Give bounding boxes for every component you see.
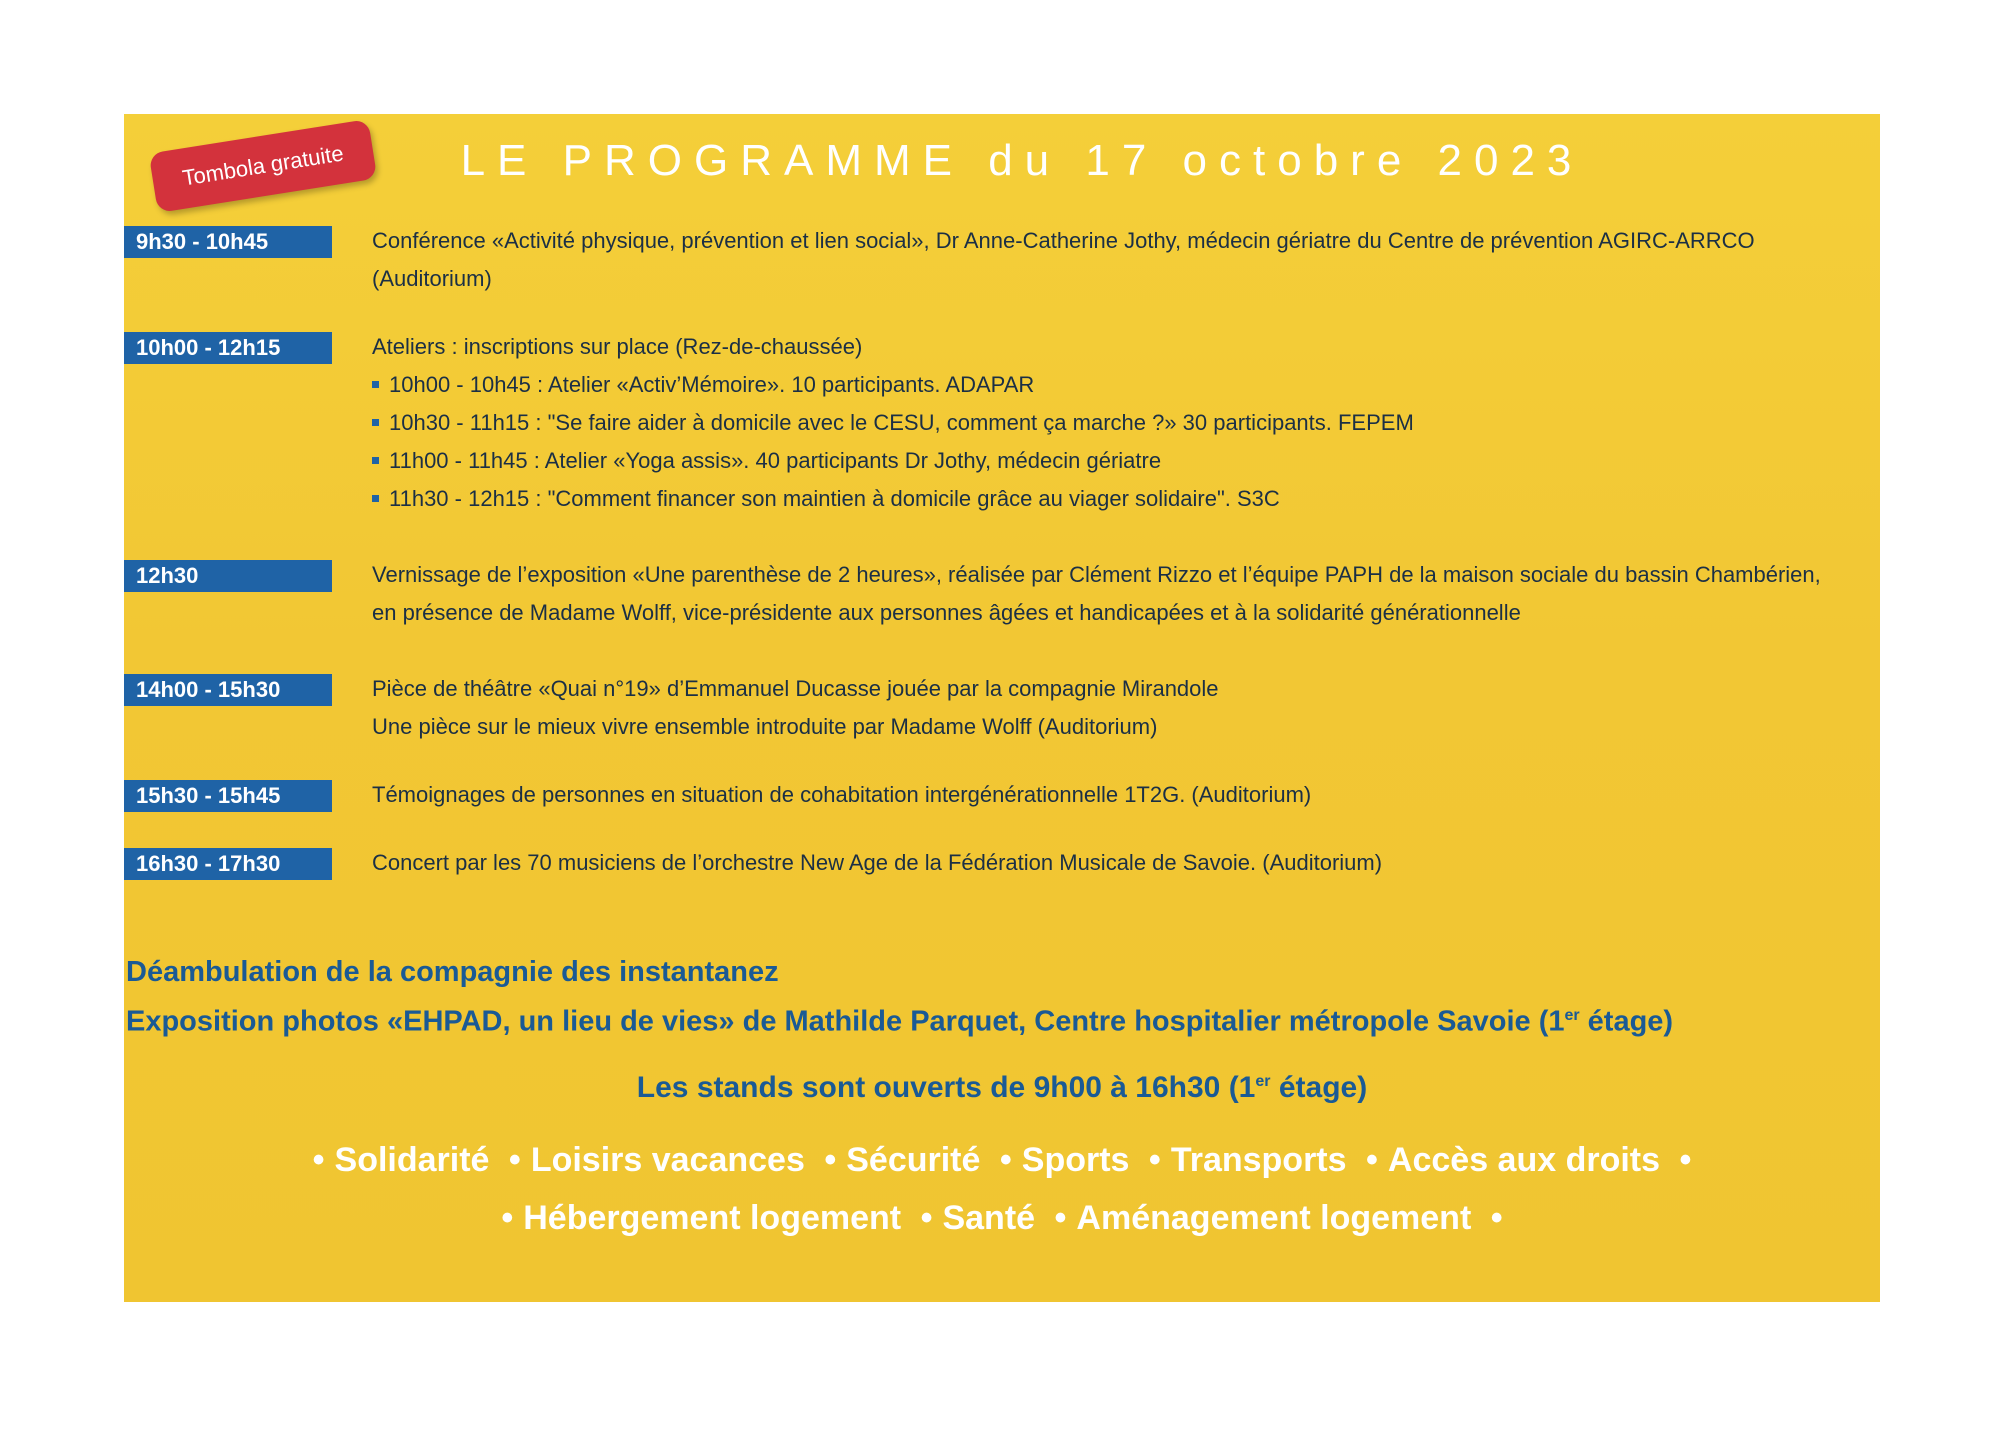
time-badge: 14h00 - 15h30 — [124, 674, 324, 706]
exposition-text: Exposition photos «EHPAD, un lieu de vies» de Mathilde Parquet, Centre hospitalier métropole Savoie (1 — [126, 1005, 1565, 1038]
theme-item: Sécurité — [846, 1141, 981, 1179]
bullet-dot-icon: • — [1148, 1141, 1161, 1179]
workshop-text: 10h00 - 10h45 : Atelier «Activ’Mémoire». 10 participants. ADAPAR — [389, 372, 1035, 397]
description-line: Vernissage de l’exposition «Une parenthèse de 2 heures», réalisée par Clément Rizzo et l’équipe PAPH de la maison sociale du bassin Chambérien, — [372, 562, 1821, 587]
description-line: Une pièce sur le mieux vivre ensemble introduite par Madame Wolff (Auditorium) — [372, 714, 1158, 739]
bullet-dot-icon: • — [999, 1141, 1012, 1179]
workshop-text: 11h00 - 11h45 : Atelier «Yoga assis». 40 participants Dr Jothy, médecin gériatre — [389, 448, 1162, 473]
program-flyer — [124, 114, 1880, 1302]
themes-line-1 — [124, 1131, 1880, 1189]
workshop-text: 10h30 - 11h15 : "Se faire aider à domicile avec le CESU, comment ça marche ?» 30 participants. FEPEM — [389, 410, 1414, 435]
workshop-item — [372, 442, 1840, 480]
schedule-description — [372, 222, 1840, 298]
bullet-dot-icon: • — [508, 1141, 521, 1179]
exposition-sup: er — [1564, 1007, 1580, 1024]
description-line: Concert par les 70 musiciens de l’orchestre New Age de la Fédération Musicale de Savoie. (Auditorium) — [372, 850, 1383, 875]
schedule-description — [372, 556, 1840, 632]
time-badge: 16h30 - 17h30 — [124, 848, 324, 880]
description-line: Pièce de théâtre «Quai n°19» d’Emmanuel Ducasse jouée par la compagnie Mirandole — [372, 676, 1219, 701]
theme-item: Aménagement logement — [1076, 1199, 1472, 1237]
schedule-description — [372, 328, 1840, 518]
time-badge: 12h30 — [124, 560, 324, 592]
time-badge: 9h30 - 10h45 — [124, 226, 324, 258]
bullet-dot-icon: • — [824, 1141, 837, 1179]
schedule-description — [372, 844, 1840, 882]
theme-item: Transports — [1170, 1141, 1347, 1179]
exposition-line — [126, 994, 1673, 1044]
bullet-square-icon — [372, 457, 379, 464]
bullet-square-icon — [372, 495, 379, 502]
theme-item: Accès aux droits — [1387, 1141, 1661, 1179]
bullet-dot-icon: • — [1054, 1199, 1067, 1237]
description-line: Conférence «Activité physique, prévention et lien social», Dr Anne-Catherine Jothy, médecin gériatre du Centre de prévention AGIRC-ARRCO — [372, 228, 1755, 253]
bullet-square-icon — [372, 419, 379, 426]
schedule-description — [372, 670, 1840, 746]
bullet-dot-icon: • — [1366, 1141, 1378, 1179]
stands-text: Les stands sont ouverts de 9h00 à 16h30 (1 — [636, 1071, 1256, 1104]
stands-sup: er — [1255, 1073, 1271, 1090]
themes-line-2 — [124, 1189, 1880, 1247]
tombola-label: Tombola gratuite — [180, 140, 346, 191]
theme-item: Sports — [1021, 1141, 1130, 1179]
theme-item: Santé — [942, 1199, 1036, 1237]
extra-activities — [126, 950, 1673, 1044]
workshop-item — [372, 404, 1840, 442]
stands-tail: étage) — [1270, 1071, 1368, 1104]
bullet-dot-icon: • — [920, 1199, 933, 1237]
bullet-dot-icon: • — [501, 1199, 514, 1237]
theme-item: Solidarité — [334, 1141, 490, 1179]
exposition-tail: étage) — [1579, 1005, 1674, 1038]
bullet-dot-icon: • — [1679, 1141, 1692, 1179]
description-line: Témoignages de personnes en situation de cohabitation intergénérationnelle 1T2G. (Auditorium) — [372, 782, 1312, 807]
bullet-square-icon — [372, 381, 379, 388]
description-line: Ateliers : inscriptions sur place (Rez-de-chaussée) — [372, 334, 863, 359]
theme-item: Loisirs vacances — [530, 1141, 805, 1179]
schedule-description — [372, 776, 1840, 814]
description-line: (Auditorium) — [372, 266, 492, 291]
program-title: LE PROGRAMME du 17 octobre 2023 — [460, 136, 1584, 185]
deambulation-line: Déambulation de la compagnie des instantanez — [126, 956, 779, 988]
bullet-dot-icon: • — [1490, 1199, 1503, 1237]
bullet-dot-icon: • — [312, 1141, 325, 1179]
time-badge: 15h30 - 15h45 — [124, 780, 324, 812]
workshop-text: 11h30 - 12h15 : "Comment financer son maintien à domicile grâce au viager solidaire". S3C — [389, 486, 1280, 511]
theme-item: Hébergement logement — [523, 1199, 902, 1237]
themes-list — [124, 1131, 1880, 1247]
workshop-item — [372, 366, 1840, 404]
workshop-item — [372, 480, 1840, 518]
stands-hours — [124, 1071, 1880, 1105]
description-line: en présence de Madame Wolff, vice-présidente aux personnes âgées et handicapées et à la solidarité générationnelle — [372, 600, 1521, 625]
time-badge: 10h00 - 12h15 — [124, 332, 324, 364]
